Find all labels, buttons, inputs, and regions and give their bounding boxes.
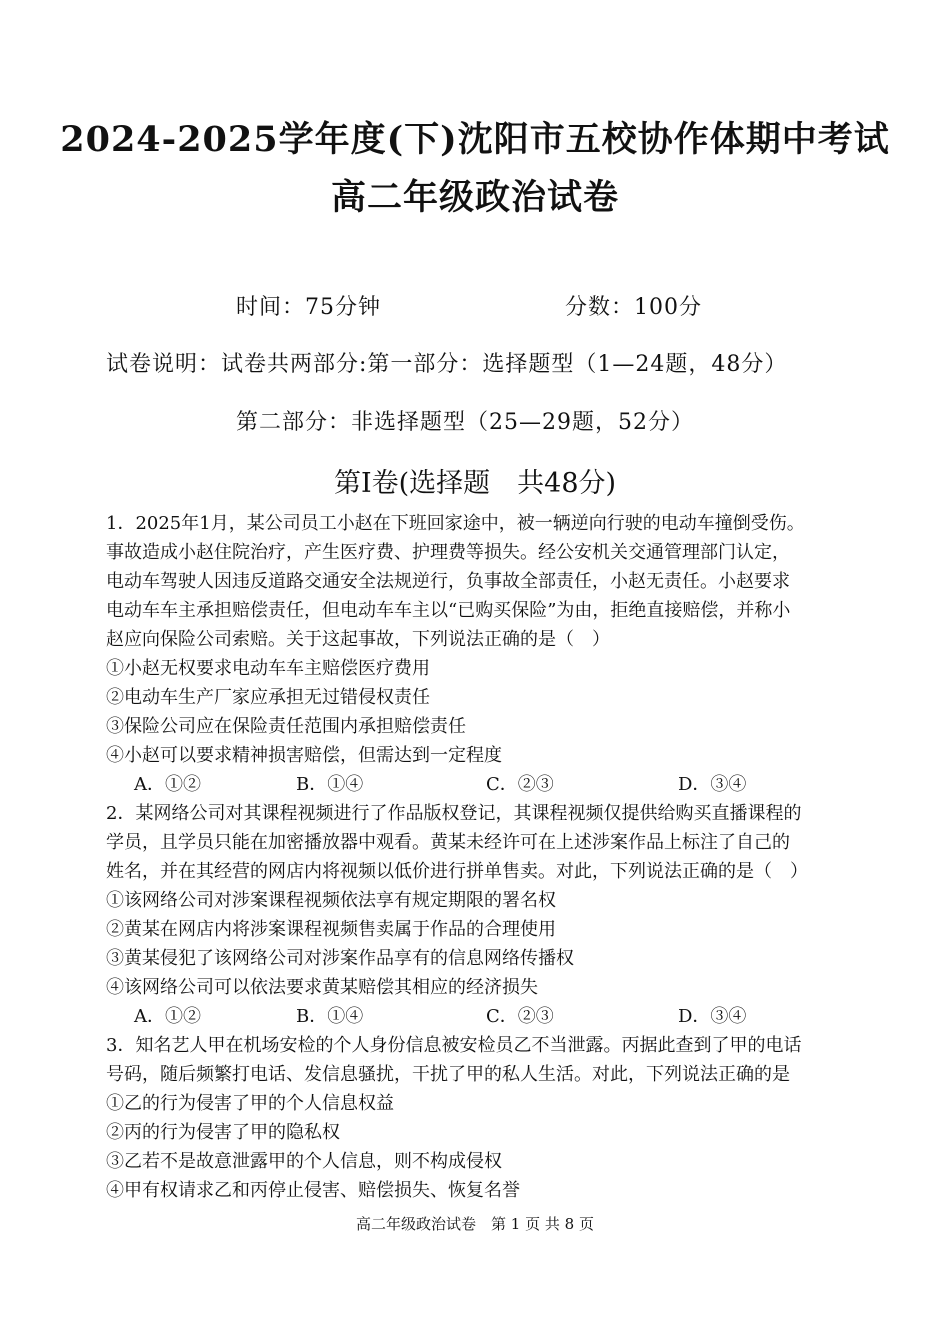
option-a: A．①② — [134, 1006, 201, 1027]
question-1 — [106, 509, 852, 799]
exam-score: 分数：100分 — [565, 295, 702, 320]
section-title: 第Ⅰ卷(选择题 共48分) — [333, 468, 617, 499]
question-2 — [106, 799, 852, 1031]
statement: ①小赵无权要求电动车车主赔偿医疗费用 — [106, 658, 430, 679]
statement: ④甲有权请求乙和丙停止侵害、赔偿损失、恢复名誉 — [106, 1180, 520, 1201]
question-stem-line: 2．某网络公司对其课程视频进行了作品版权登记，其课程视频仅提供给购买直播课程的 — [106, 803, 802, 824]
exam-title: 2024-2025学年度(下)沈阳市五校协作体期中考试 — [60, 119, 890, 160]
statement: ②黄某在网店内将涉案课程视频售卖属于作品的合理使用 — [106, 919, 556, 940]
question-stem-line: 姓名，并在其经营的网店内将视频以低价进行拼单售卖。对此，下列说法正确的是（ ） — [106, 861, 808, 882]
question-3 — [106, 1031, 852, 1205]
exam-description-part2: 第二部分：非选择题型（25—29题，52分） — [236, 410, 694, 435]
option-d: D．③④ — [678, 774, 747, 795]
option-b: B．①④ — [296, 774, 364, 795]
exam-time: 时间：75分钟 — [236, 295, 381, 320]
exam-subtitle: 高二年级政治试卷 — [330, 177, 619, 218]
answer-options — [106, 1002, 852, 1031]
statement: ②电动车生产厂家应承担无过错侵权责任 — [106, 687, 430, 708]
option-c: C．②③ — [486, 1006, 554, 1027]
statement: ①该网络公司对涉案课程视频依法享有规定期限的署名权 — [106, 890, 556, 911]
question-stem-line: 学员，且学员只能在加密播放器中观看。黄某未经许可在上述涉案作品上标注了自己的 — [106, 832, 790, 853]
question-stem-line: 电动车车主承担赔偿责任，但电动车车主以“已购买保险”为由，拒绝直接赔偿，并称小 — [106, 600, 791, 621]
statement: ③黄某侵犯了该网络公司对涉案作品享有的信息网络传播权 — [106, 948, 574, 969]
option-c: C．②③ — [486, 774, 554, 795]
question-stem-line: 电动车驾驶人因违反道路交通安全法规逆行，负事故全部责任，小赵无责任。小赵要求 — [106, 571, 790, 592]
question-list — [106, 509, 852, 1205]
option-a: A．①② — [134, 774, 201, 795]
page-footer: 高二年级政治试卷 第 1 页 共 8 页 — [356, 1215, 594, 1233]
statement: ④该网络公司可以依法要求黄某赔偿其相应的经济损失 — [106, 977, 538, 998]
question-stem-line: 3．知名艺人甲在机场安检的个人身份信息被安检员乙不当泄露。丙据此查到了甲的电话 — [106, 1035, 802, 1056]
question-stem-line: 号码，随后频繁打电话、发信息骚扰，干扰了甲的私人生活。对此，下列说法正确的是 — [106, 1064, 790, 1085]
option-b: B．①④ — [296, 1006, 364, 1027]
question-stem-line: 事故造成小赵住院治疗，产生医疗费、护理费等损失。经公安机关交通管理部门认定， — [106, 542, 790, 563]
option-d: D．③④ — [678, 1006, 747, 1027]
question-stem-line: 赵应向保险公司索赔。关于这起事故，下列说法正确的是（ ） — [106, 629, 610, 650]
question-stem-line: 1．2025年1月，某公司员工小赵在下班回家途中，被一辆逆向行驶的电动车撞倒受伤。 — [106, 513, 805, 534]
statement: ③乙若不是故意泄露甲的个人信息，则不构成侵权 — [106, 1151, 502, 1172]
statement: ③保险公司应在保险责任范围内承担赔偿责任 — [106, 716, 466, 737]
statement: ④小赵可以要求精神损害赔偿，但需达到一定程度 — [106, 745, 502, 766]
statement: ①乙的行为侵害了甲的个人信息权益 — [106, 1093, 394, 1114]
answer-options — [106, 770, 852, 799]
statement: ②丙的行为侵害了甲的隐私权 — [106, 1122, 340, 1143]
exam-description-part1: 试卷说明：试卷共两部分:第一部分：选择题型（1—24题，48分） — [106, 352, 788, 377]
